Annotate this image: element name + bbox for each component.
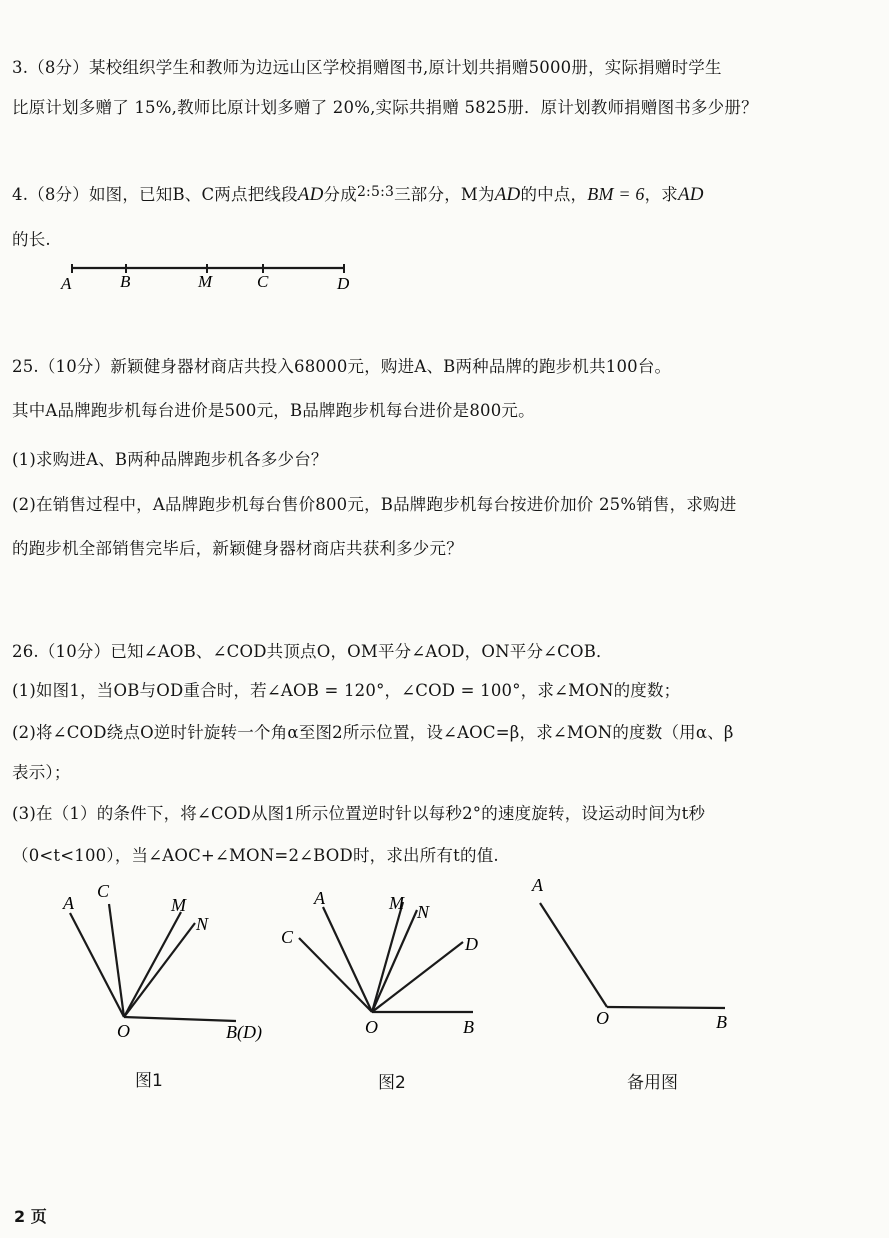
q24-line2: 的长.	[12, 230, 51, 249]
fig2-ray-od	[372, 942, 463, 1012]
fig1-label-c: C	[97, 881, 110, 901]
label-point-b: B	[120, 272, 131, 291]
q24-text-a: 4.（8分）如图，已知B、C两点把线段	[12, 185, 298, 204]
figure-1	[70, 904, 236, 1021]
fig1-ray-oa	[70, 913, 124, 1017]
fig3-ray-ob	[607, 1007, 725, 1008]
fig2-label-m: M	[389, 893, 404, 913]
figure-1-caption: 图1	[135, 1071, 163, 1091]
q25-line3: (1)求购进A、B两种品牌跑步机各多少台？	[12, 450, 328, 469]
fig2-ray-oc	[299, 938, 372, 1012]
fig1-ray-on	[124, 923, 195, 1017]
q25-line1: 25.（10分）新颖健身器材商店共投入68000元，购进A、B两种品牌的跑步机共100台。	[12, 357, 672, 376]
fig2-ray-om	[372, 902, 403, 1012]
fig1-ray-om	[124, 912, 181, 1017]
fig2-label-c: C	[281, 927, 294, 947]
q25-line2: 其中A品牌跑步机每台进价是500元，B品牌跑步机每台进价是800元。	[12, 401, 535, 420]
fig2-label-o: O	[365, 1017, 378, 1037]
fig2-label-n: N	[417, 902, 430, 922]
figure-spare	[540, 903, 725, 1008]
q24-bm-equation: BM = 6	[587, 184, 645, 204]
figure-spare-caption: 备用图	[627, 1073, 678, 1093]
page-number: 2 页	[14, 1207, 47, 1226]
q26-line5: (3)在（1）的条件下，将∠COD从图1所示位置逆时针以每秒2°的速度旋转，设运动时间为t秒	[12, 804, 706, 823]
fig2-label-d: D	[465, 934, 478, 954]
fig3-ray-oa	[540, 903, 607, 1007]
q24-text-e: ，求	[644, 185, 678, 204]
fig1-ray-oc	[109, 904, 124, 1017]
fig3-label-o: O	[596, 1008, 609, 1028]
fig1-ray-ob	[124, 1017, 236, 1021]
q26-line3: (2)将∠COD绕点O逆时针旋转一个角α至图2所示位置，设∠AOC=β，求∠MON的度数（用α、β	[12, 723, 734, 742]
q23-line1: 3.（8分）某校组织学生和教师为边远山区学校捐赠图书,原计划共捐赠5000册，实际捐赠时学生	[12, 58, 722, 77]
label-point-m: M	[198, 272, 213, 291]
q24-text-c: 三部分，M为	[394, 185, 495, 204]
q24-segment-ad-3: AD	[678, 184, 704, 205]
fig2-ray-on	[372, 910, 417, 1012]
fig1-label-n: N	[196, 914, 209, 934]
fig1-label-b-d: B(D)	[226, 1022, 262, 1042]
fig3-label-a: A	[532, 875, 543, 895]
label-point-d: D	[337, 274, 350, 293]
fig2-ray-oa	[323, 907, 372, 1012]
label-point-a: A	[61, 274, 72, 293]
q23-line2: 比原计划多赠了 15%,教师比原计划多赠了 20%,实际共捐赠 5825册．原计划教师捐赠图书多少册？	[12, 98, 758, 117]
figure-2	[299, 902, 473, 1012]
fig2-label-b: B	[463, 1017, 474, 1037]
q25-line5: 的跑步机全部销售完毕后，新颖健身器材商店共获利多少元？	[12, 539, 463, 558]
q24-segment-ad: AD	[297, 184, 324, 205]
q26-line6: （0<t<100），当∠AOC+∠MON=2∠BOD时，求出所有t的值.	[12, 846, 499, 865]
fig1-label-o: O	[117, 1021, 130, 1041]
fig1-label-m: M	[171, 895, 186, 915]
fig2-label-a: A	[314, 888, 325, 908]
fig3-label-b: B	[716, 1012, 727, 1032]
q24-ratio: 2:5:3	[356, 184, 395, 200]
q26-line1: 26.（10分）已知∠AOB、∠COD共顶点O，OM平分∠AOD，ON平分∠COB．	[12, 642, 613, 661]
q24-line1	[12, 181, 704, 206]
fig1-label-a: A	[63, 893, 74, 913]
q24-text-d: 的中点，	[520, 185, 588, 204]
q26-line2: (1)如图1，当OB与OD重合时，若∠AOB = 120°，∠COD = 100°，求∠MON的度数；	[12, 681, 681, 700]
q25-line4: (2)在销售过程中，A品牌跑步机每台售价800元，B品牌跑步机每台按进价加价 25%销售，求购进	[12, 495, 737, 514]
q24-text-b: 分成	[323, 185, 357, 204]
q26-line4: 表示）；	[12, 763, 71, 782]
label-point-c: C	[257, 272, 269, 291]
figure-2-caption: 图2	[378, 1073, 406, 1093]
q24-segment-ad-2: AD	[494, 184, 521, 205]
